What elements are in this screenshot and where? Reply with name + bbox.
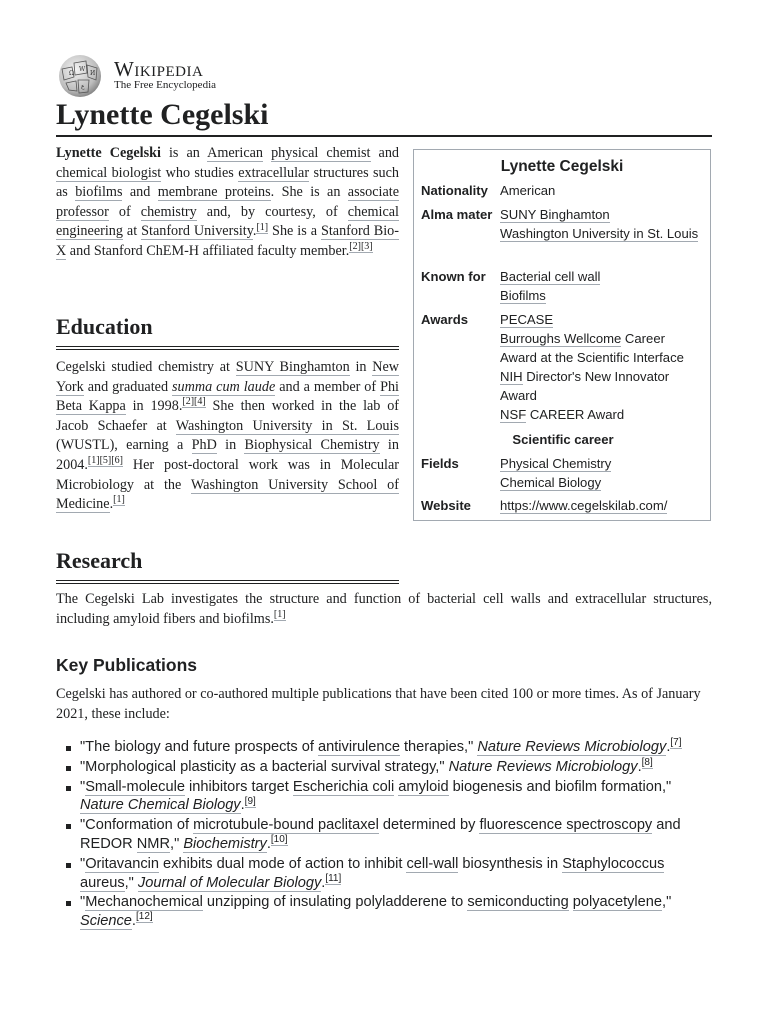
education-text: Cegelski studied chemistry at (56, 359, 236, 375)
link-physical-chemist[interactable]: physical chemist (271, 145, 371, 161)
journal-name: Nature Reviews Microbiology (448, 758, 638, 775)
infobox-label: Known for (421, 269, 486, 284)
citation-link[interactable]: [1] (256, 221, 269, 233)
lead-text: who studies (161, 164, 239, 181)
education-text: . (109, 496, 114, 513)
link-chemical-biologist[interactable]: chemical biologist (56, 164, 162, 181)
link-phd[interactable]: PhD (191, 437, 217, 454)
pub-text: and REDOR (80, 817, 681, 852)
subject-name: Lynette Cegelski (56, 145, 161, 161)
link-journal[interactable]: Biochemistry (183, 835, 267, 852)
link-nih[interactable]: NIH (500, 369, 523, 384)
education-heading: Education (56, 313, 399, 350)
infobox-label: Fields (421, 456, 459, 471)
citation-link[interactable]: [8] (641, 756, 653, 768)
citation-link[interactable]: [2] (349, 241, 361, 253)
infobox-value-nationality: American (500, 183, 556, 198)
svg-text:И: И (90, 70, 96, 77)
pub-text: determined by (378, 817, 480, 834)
citation-link[interactable]: [1] (273, 608, 286, 620)
research-paragraph (56, 590, 712, 629)
pub-text: . (637, 758, 642, 775)
education-text: She then worked in the lab of Jacob Schaefer at (56, 398, 400, 434)
link-biofilms[interactable]: Biofilms (500, 288, 546, 303)
link-extracellular[interactable]: extracellular (238, 164, 310, 181)
link-wustl-school-of-medicine[interactable]: Washington University School of Medicine (56, 476, 399, 513)
lead-paragraph (56, 144, 399, 262)
link-bacterial-cell-wall[interactable]: Bacterial cell wall (500, 269, 601, 284)
lead-text: and (122, 184, 158, 201)
lead-text: and (370, 145, 400, 161)
publication-item (80, 893, 712, 931)
pub-text: "Conformation of (80, 817, 194, 834)
pub-text: biogenesis and biofilm formation," (448, 778, 672, 795)
wikipedia-logo[interactable] (56, 53, 256, 97)
pub-text: . (266, 835, 271, 852)
svg-text:Ω: Ω (69, 70, 74, 77)
pub-text: ," (170, 835, 184, 852)
link-phi-beta-kappa[interactable]: Phi Beta Kappa (56, 378, 399, 415)
lead-text (263, 145, 271, 161)
education-paragraph (56, 358, 399, 515)
link-suny-binghamton[interactable]: SUNY Binghamton (235, 359, 350, 375)
lead-text: structures such as (56, 164, 399, 201)
link-fluorescence-spectroscopy[interactable]: fluorescence spectroscopy (479, 817, 653, 834)
lead-text: at (122, 223, 142, 240)
link-polyacetylene[interactable]: polyacetylene (572, 894, 663, 911)
citation-link[interactable]: [12] (135, 911, 153, 923)
lead-text: and Stanford ChEM-H affiliated faculty member. (66, 242, 350, 259)
infobox-label: Awards (421, 312, 469, 327)
citation-link[interactable]: [11] (325, 872, 342, 884)
link-stanford-bio-x[interactable]: Stanford Bio-X (56, 223, 399, 259)
link-chemical-biology[interactable]: Chemical Biology (500, 475, 602, 490)
link-mechanochemical[interactable]: Mechanochemical (85, 894, 203, 911)
link-antivirulence[interactable]: antivirulence (318, 739, 400, 755)
infobox-value-awards (500, 310, 700, 424)
link-cell-wall[interactable]: cell-wall (406, 855, 459, 872)
pub-text: ," (124, 874, 138, 891)
link-amyloid[interactable]: amyloid (398, 778, 449, 795)
education-text: in 1998. (125, 398, 183, 415)
infobox-value-fields (500, 454, 700, 492)
link-staphylococcus-aureus[interactable]: Staphylococcus aureus (80, 855, 665, 891)
svg-text:W: W (79, 66, 86, 73)
wikipedia-wordmark: Wikipedia (114, 57, 204, 81)
link-membrane-proteins[interactable]: membrane proteins (157, 184, 271, 201)
publications-list (80, 738, 712, 932)
link-physical-chemistry[interactable]: Physical Chemistry (500, 456, 612, 471)
infobox-label: Nationality (421, 183, 488, 198)
pub-text: exhibits dual mode of action to inhibit (159, 855, 407, 872)
infobox-value-website (500, 496, 700, 515)
citation-link[interactable]: [3] (360, 241, 373, 253)
citation-link[interactable]: [4] (194, 396, 206, 408)
publication-item (80, 816, 712, 854)
research-heading: Research (56, 547, 399, 584)
citation-link[interactable]: [1] (87, 455, 100, 467)
link-journal[interactable]: Science (80, 913, 132, 930)
link-small-molecule[interactable]: Small-molecule (85, 778, 185, 795)
pub-text: ," (662, 894, 672, 911)
education-text: and a member of (275, 378, 381, 395)
infobox-label: Website (421, 498, 471, 513)
education-text: Her post-doctoral work was in Molecular Microbiology at the (56, 456, 399, 493)
lead-text: and, by courtesy, of (196, 203, 348, 220)
award-text: Director's New Innovator Award (500, 369, 670, 403)
link-associate-professor[interactable]: associate professor (56, 184, 399, 220)
infobox-value-alma-mater (500, 205, 700, 243)
pub-text: "The biology and future prospects of (80, 739, 319, 755)
infobox-value-known-for (500, 267, 700, 305)
pub-text: " (80, 894, 86, 911)
wikipedia-tagline: The Free Encyclopedia (114, 79, 217, 91)
citation-link[interactable]: [10] (270, 834, 288, 846)
citation-link[interactable]: [9] (244, 795, 256, 807)
infobox-scientific-career-heading: Scientific career (512, 432, 614, 447)
link-microtubule-bound-paclitaxel[interactable]: microtubule-bound paclitaxel (193, 817, 379, 834)
pub-text: unzipping of insulating polyladderene to (202, 894, 468, 911)
publication-item (80, 855, 712, 893)
link-escherichia-coli[interactable]: Escherichia coli (292, 778, 395, 795)
link-biophysical-chemistry[interactable]: Biophysical Chemistry (244, 437, 380, 454)
svg-text:ع: ع (81, 83, 85, 90)
wikipedia-globe-icon (56, 53, 104, 99)
education-text: and graduated (83, 378, 172, 395)
award-text: CAREER Award (526, 407, 625, 422)
link-nsf[interactable]: NSF (500, 407, 527, 422)
lead-text: is an (160, 145, 208, 161)
link-journal[interactable]: Nature Chemical Biology (80, 797, 241, 814)
link-stanford-university[interactable]: Stanford University (141, 223, 253, 240)
citation-link[interactable]: [6] (111, 455, 123, 467)
citation-link[interactable]: [1] (113, 494, 125, 506)
link-journal[interactable]: Nature Reviews Microbiology (477, 739, 667, 755)
education-text: (WUSTL), earning a (56, 437, 192, 454)
link-chemical-engineering[interactable]: chemical engineering (56, 203, 399, 240)
lead-text: . She is an (270, 184, 348, 201)
citation-link[interactable]: [7] (670, 737, 682, 749)
education-text: in (216, 437, 245, 454)
link-american[interactable]: American (207, 145, 264, 161)
pub-text: " (80, 778, 86, 795)
education-text: in 2004. (56, 437, 399, 473)
pub-text: . (321, 874, 326, 891)
pub-text: biosynthesis in (458, 855, 563, 872)
citation-link[interactable]: [2] (182, 396, 195, 408)
infobox-title: Lynette Cegelski (500, 158, 624, 175)
link-biofilms[interactable]: biofilms (75, 184, 123, 201)
link-burroughs-wellcome[interactable]: Burroughs Wellcome (500, 331, 622, 346)
pub-text: . (240, 797, 245, 814)
link-nmr[interactable]: NMR (136, 835, 171, 852)
key-publications-heading: Key Publications (56, 655, 198, 675)
publications-intro: Cegelski has authored or co-authored multiple publications that have been cited 100 or more times. As of January 2021, these include: (56, 686, 701, 722)
infobox-label: Alma mater (421, 207, 493, 222)
pub-text: "Morphological plasticity as a bacterial survival strategy," (80, 758, 449, 775)
pub-text: inhibitors target (184, 778, 293, 795)
pub-text: therapies," (399, 739, 478, 755)
pub-text: . (666, 739, 671, 755)
lead-text: She is a (268, 223, 321, 240)
award-text: Career Award at the Scientific Interface (500, 331, 684, 365)
publication-item (80, 738, 712, 757)
link-new-york[interactable]: New York (56, 359, 400, 395)
page-title: Lynette Cegelski (56, 98, 712, 137)
infobox (413, 149, 711, 521)
publication-item (80, 778, 712, 816)
link-oritavancin[interactable]: Oritavancin (85, 855, 159, 872)
link-pecase[interactable]: PECASE (500, 312, 554, 327)
link-suny-binghamton[interactable]: SUNY Binghamton (500, 207, 610, 222)
link-semiconducting[interactable]: semiconducting (467, 894, 569, 911)
link-chemistry[interactable]: chemistry (140, 203, 197, 220)
link-website[interactable]: https://www.cegelskilab.com/ (500, 498, 668, 513)
pub-text: . (131, 913, 136, 930)
link-journal[interactable]: Journal of Molecular Biology (137, 874, 322, 891)
pub-text: " (80, 855, 86, 872)
link-wustl[interactable]: Washington University in St. Louis (500, 226, 699, 241)
education-text: in (349, 359, 373, 375)
publication-item (80, 758, 712, 777)
lead-text: of (108, 203, 141, 220)
lead-text: . (252, 223, 257, 240)
research-text: The Cegelski Lab investigates the structure and function of bacterial cell walls and extracellular structures, including amyloid fibers and biofilms. (56, 591, 712, 627)
link-summa-cum-laude[interactable]: summa cum laude (172, 378, 276, 395)
citation-link[interactable]: [5] (99, 455, 112, 467)
link-wustl[interactable]: Washington University in St. Louis (175, 417, 399, 434)
